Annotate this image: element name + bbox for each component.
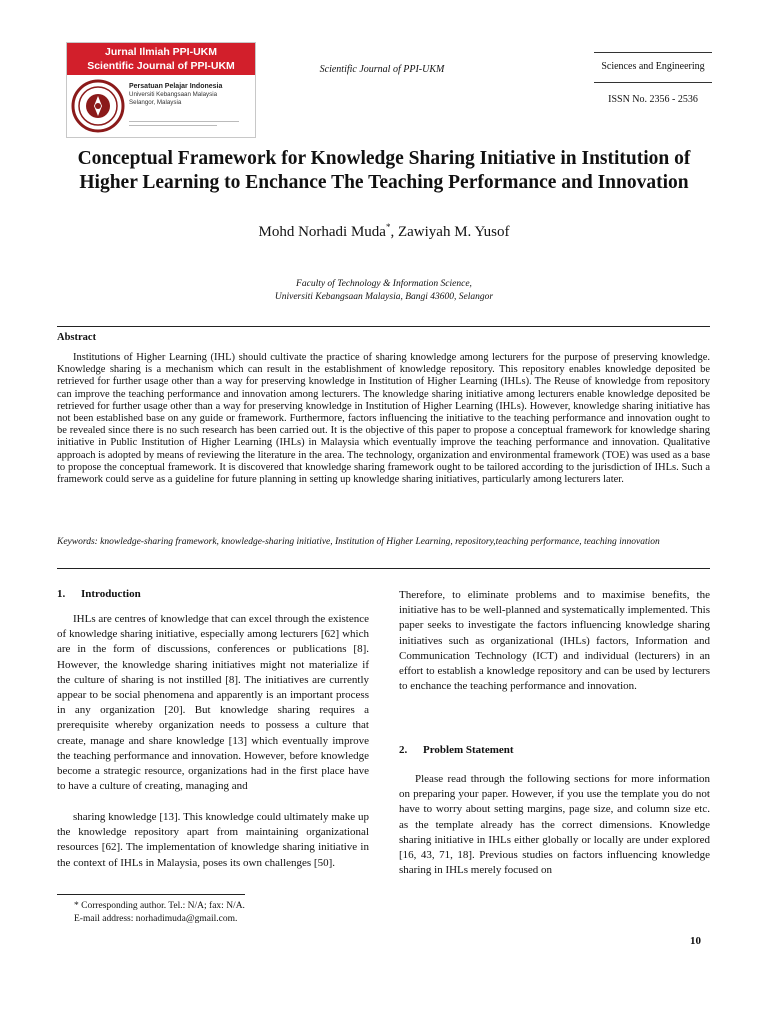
header-rule-top bbox=[594, 52, 712, 53]
journal-name: Scientific Journal of PPI-UKM bbox=[319, 64, 445, 75]
ppi-seal-icon bbox=[71, 79, 125, 133]
footnote bbox=[74, 900, 245, 926]
author-list bbox=[64, 222, 704, 241]
logo-banner bbox=[67, 43, 255, 75]
section-number: 1. bbox=[57, 588, 66, 600]
header-info bbox=[594, 52, 712, 105]
abstract-top-rule bbox=[57, 326, 710, 327]
footnote-line2: E-mail address: norhadimuda@gmail.com. bbox=[74, 914, 238, 924]
abstract-heading: Abstract bbox=[57, 332, 97, 343]
section-number: 2. bbox=[399, 744, 408, 756]
intro-paragraph-3: Therefore, to eliminate problems and to maximise benefits, the initiative has to be well-planned and systematically implemented. This paper seeks to investigate the factors influencing knowledge sharing initiatives such as organizational (IHLs) factors, Information and Communication Technology (ICT) and individual (lecturers) in an effort to establish a knowledge repository and can be used by lecturers to enchance the teaching performance and innovation. bbox=[399, 589, 710, 693]
affiliation-line1: Faculty of Technology & Information Science, bbox=[296, 279, 472, 289]
affiliation-line2: Universiti Kebangsaan Malaysia, Bangi 43600, Selangor bbox=[274, 292, 494, 302]
corresponding-mark: * bbox=[385, 222, 391, 232]
author-2: Zawiyah M. Yusof bbox=[397, 224, 510, 240]
abstract-bottom-rule bbox=[57, 568, 710, 569]
author-separator: , bbox=[390, 224, 398, 240]
section-heading-introduction bbox=[57, 588, 141, 600]
section-label: Sciences and Engineering bbox=[601, 61, 705, 72]
header-rule-mid bbox=[594, 82, 712, 83]
footnote-rule bbox=[57, 894, 245, 895]
journal-logo bbox=[66, 42, 256, 138]
logo-org-name: Persatuan Pelajar Indonesia bbox=[129, 83, 223, 90]
intro-paragraph-1: IHLs are centres of knowledge that can excel through the existence of knowledge sharing initiative, especially among lecturers [62] which are in the form of discussions, conferences or publications [8]. However, the knowledge sharing initiatives might not materialize if the culture of sharing is not instilled [8]. The initiatives are currently appear to be social phenomena and apparently is an important process in any organization [20]. But knowledge sharing requires a prerequisite whereby organization needs to possess a culture that create, manage and share knowledge [13] which eventually improve the teaching performance and innovation. However, before knowledge become a strategic resource, organizations had in the first place have to have a culture of creating, managing and bbox=[57, 613, 369, 793]
section-title: Problem Statement bbox=[423, 744, 514, 756]
problem-paragraph-1: Please read through the following sections for more information on preparing your paper. However, if you use the template you do not have to worry about setting margins, page size, and column size etc. as the template already has the correct dimensions. Knowledge sharing initiative in IHLs either globally or locally are under explored [16, 43, 71, 18]. Previous studies on factors influencing knowledge sharing in IHLs merely focused on bbox=[399, 773, 710, 877]
logo-org-line2: Universiti Kebangsaan Malaysia bbox=[129, 91, 218, 98]
section-title: Introduction bbox=[81, 588, 141, 600]
paper-title: Conceptual Framework for Knowledge Sharing Initiative in Institution of Higher Learning to Enchance The Teaching Performance and Innovation bbox=[77, 148, 691, 193]
intro-paragraph-2: sharing knowledge [13]. This knowledge could ultimately make up the knowledge repository apart from maintaining organizational resources [62]. The implementation of knowledge sharing initiative in the context of IHLs in Malaysia, poses its own challenges [50]. bbox=[57, 811, 369, 869]
abstract-body: Institutions of Higher Learning (IHL) should cultivate the practice of sharing knowledge among lecturers for the purpose of preserving knowledge. Knowledge sharing is a mechanism which can result in the establishment of knowledge repository. This repository enables knowledge deposited be retrieved for further usage other than a way for preserving knowledge in Institution of Higher Learning (IHLs). The Reuse of knowledge from repository can improve the teaching performance and innovation among lecturers. The knowledge sharing initiative among lecturers enable knowledge deposited be retrieved for further usage other than a way for preserving knowledge in Institution of Higher Learning (IHLs). However, knowledge sharing initiative has not been established base on any guide or framework. Furthermore, factors influencing the initiative to the teaching performance and innovation ought to be revealed since there is no such research has been carried out. It is the objective of this paper to propose a conceptual framework for knowledge sharing initiative in Public Institution of Higher Learning (IHLs) in Malaysia which eventually improve the teaching performance and innovation. Qualitative approach is adopted by means of reviewing the literature in the area. The technology, organization and environmental framework (TOE) was used as a base to propose the conceptual framework. It is discovered that knowledge sharing framework ought to be tailored according to the jurisdiction of IHLs. Such a framework could serve as a guideline for future planning in setting up knowledge sharing initiatives, particularly among lecturers later. bbox=[57, 352, 710, 486]
affiliation bbox=[64, 278, 704, 304]
logo-org-line3: Selangor, Malaysia bbox=[129, 99, 182, 106]
footnote-line1: * Corresponding author. Tel.: N/A; fax: N/A. bbox=[74, 901, 245, 911]
issn: ISSN No. 2356 - 2536 bbox=[608, 94, 698, 105]
section-heading-problem-statement bbox=[399, 744, 514, 756]
page-number: 10 bbox=[690, 935, 701, 947]
logo-banner-line2: Scientific Journal of PPI-UKM bbox=[87, 60, 235, 72]
author-1: Mohd Norhadi Muda bbox=[258, 224, 386, 240]
logo-decor-lines bbox=[129, 121, 239, 129]
logo-org-text bbox=[129, 83, 251, 107]
keywords: Keywords: knowledge-sharing framework, knowledge-sharing initiative, Institution of Higher Learning, repository,teaching performance, teaching innovation bbox=[57, 537, 660, 547]
logo-banner-line1: Jurnal Ilmiah PPI-UKM bbox=[104, 46, 218, 58]
